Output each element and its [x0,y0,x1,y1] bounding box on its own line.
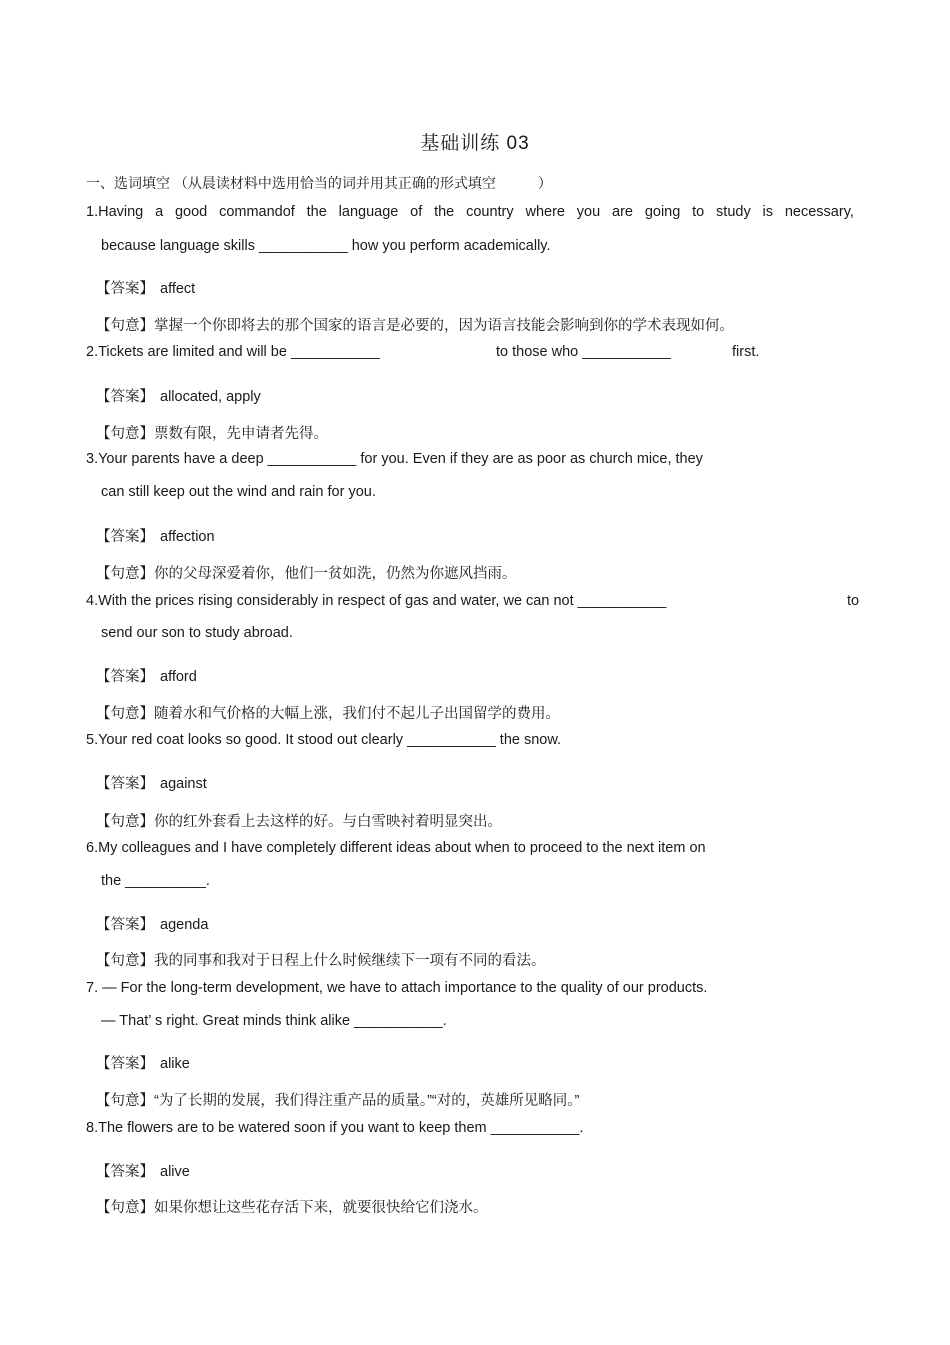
section-heading: 一、选词填空 （从晨读材料中选用恰当的词并用其正确的形式填空 ） [86,175,552,191]
answer-tag: 【答案】 [96,529,154,545]
question-2-part-3: first. [732,344,760,360]
meaning-3 [96,562,517,583]
answer-tag: 【答案】 [96,917,154,933]
meaning-8 [96,1196,488,1217]
meaning-text: 如果你想让这些花存活下来，就要很快给它们浇水。 [154,1200,488,1216]
answer-8 [96,1160,190,1181]
page-title: 基础训练 03 [420,133,530,154]
answer-text: alike [160,1056,190,1072]
meaning-6 [96,949,546,970]
answer-tag: 【答案】 [96,281,154,297]
answer-text: afford [160,669,197,685]
meaning-tag: 【句意】 [96,318,154,334]
meaning-tag: 【句意】 [96,706,154,722]
question-2-part-1: 2.Tickets are limited and will be ___________ [86,344,380,360]
meaning-tag: 【句意】 [96,1200,154,1216]
meaning-text: 你的红外套看上去这样的好。与白雪映衬着明显突出。 [154,814,502,830]
question-6-line-2: the __________. [101,873,210,889]
meaning-1 [96,314,734,335]
answer-tag: 【答案】 [96,389,154,405]
answer-tag: 【答案】 [96,1056,154,1072]
meaning-text: 你的父母深爱着你，他们一贫如洗，仍然为你遮风挡雨。 [154,566,517,582]
question-8-line-1: 8.The flowers are to be watered soon if you want to keep them ___________. [86,1120,584,1136]
answer-text: agenda [160,917,209,933]
meaning-5 [96,810,502,831]
answer-text: allocated, apply [160,389,261,405]
meaning-text: “为了长期的发展，我们得注重产品的质量。”“对的，英雄所见略同。” [154,1093,580,1109]
answer-2 [96,385,261,406]
question-3-line-2: can still keep out the wind and rain for you. [101,484,376,500]
question-7-line-1: 7. — For the long-term development, we have to attach importance to the quality of our products. [86,980,708,996]
meaning-tag: 【句意】 [96,426,154,442]
answer-6 [96,913,208,934]
question-4-part-2: to [847,593,860,609]
meaning-tag: 【句意】 [96,953,154,969]
answer-tag: 【答案】 [96,1164,154,1180]
answer-4 [96,665,197,686]
meaning-text: 随着水和气价格的大幅上涨，我们付不起儿子出国留学的费用。 [154,706,560,722]
answer-5 [96,772,207,793]
answer-text: against [160,776,207,792]
question-5-line-1: 5.Your red coat looks so good. It stood out clearly ___________ the snow. [86,732,562,748]
meaning-7 [96,1089,579,1110]
meaning-2 [96,422,328,443]
question-6-line-1: 6.My colleagues and I have completely different ideas about when to proceed to the next item on [86,840,706,856]
answer-1 [96,277,195,298]
answer-text: affect [160,281,196,297]
question-4-part-1: 4.With the prices rising considerably in respect of gas and water, we can not ___________ [86,593,667,609]
question-7-line-2: — That’ s right. Great minds think alike ___________. [101,1013,447,1029]
answer-tag: 【答案】 [96,776,154,792]
answer-text: alive [160,1164,190,1180]
meaning-tag: 【句意】 [96,814,154,830]
question-1-line-2: because language skills ___________ how you perform academically. [101,238,551,254]
question-1-line-1: 1.Having a good commandof the language of the country where you are going to study is necessary, [86,204,854,220]
meaning-text: 票数有限，先申请者先得。 [154,426,328,442]
meaning-tag: 【句意】 [96,1093,154,1109]
meaning-4 [96,702,560,723]
answer-text: affection [160,529,215,545]
answer-7 [96,1052,190,1073]
question-3-line-1: 3.Your parents have a deep ___________ for you. Even if they are as poor as church mice, they [86,451,703,467]
meaning-tag: 【句意】 [96,566,154,582]
meaning-text: 掌握一个你即将去的那个国家的语言是必要的，因为语言技能会影响到你的学术表现如何。 [154,318,734,334]
question-4-line-2: send our son to study abroad. [101,625,293,641]
answer-3 [96,525,215,546]
answer-tag: 【答案】 [96,669,154,685]
question-2-part-2: to those who ___________ [496,344,671,360]
meaning-text: 我的同事和我对于日程上什么时候继续下一项有不同的看法。 [154,953,546,969]
